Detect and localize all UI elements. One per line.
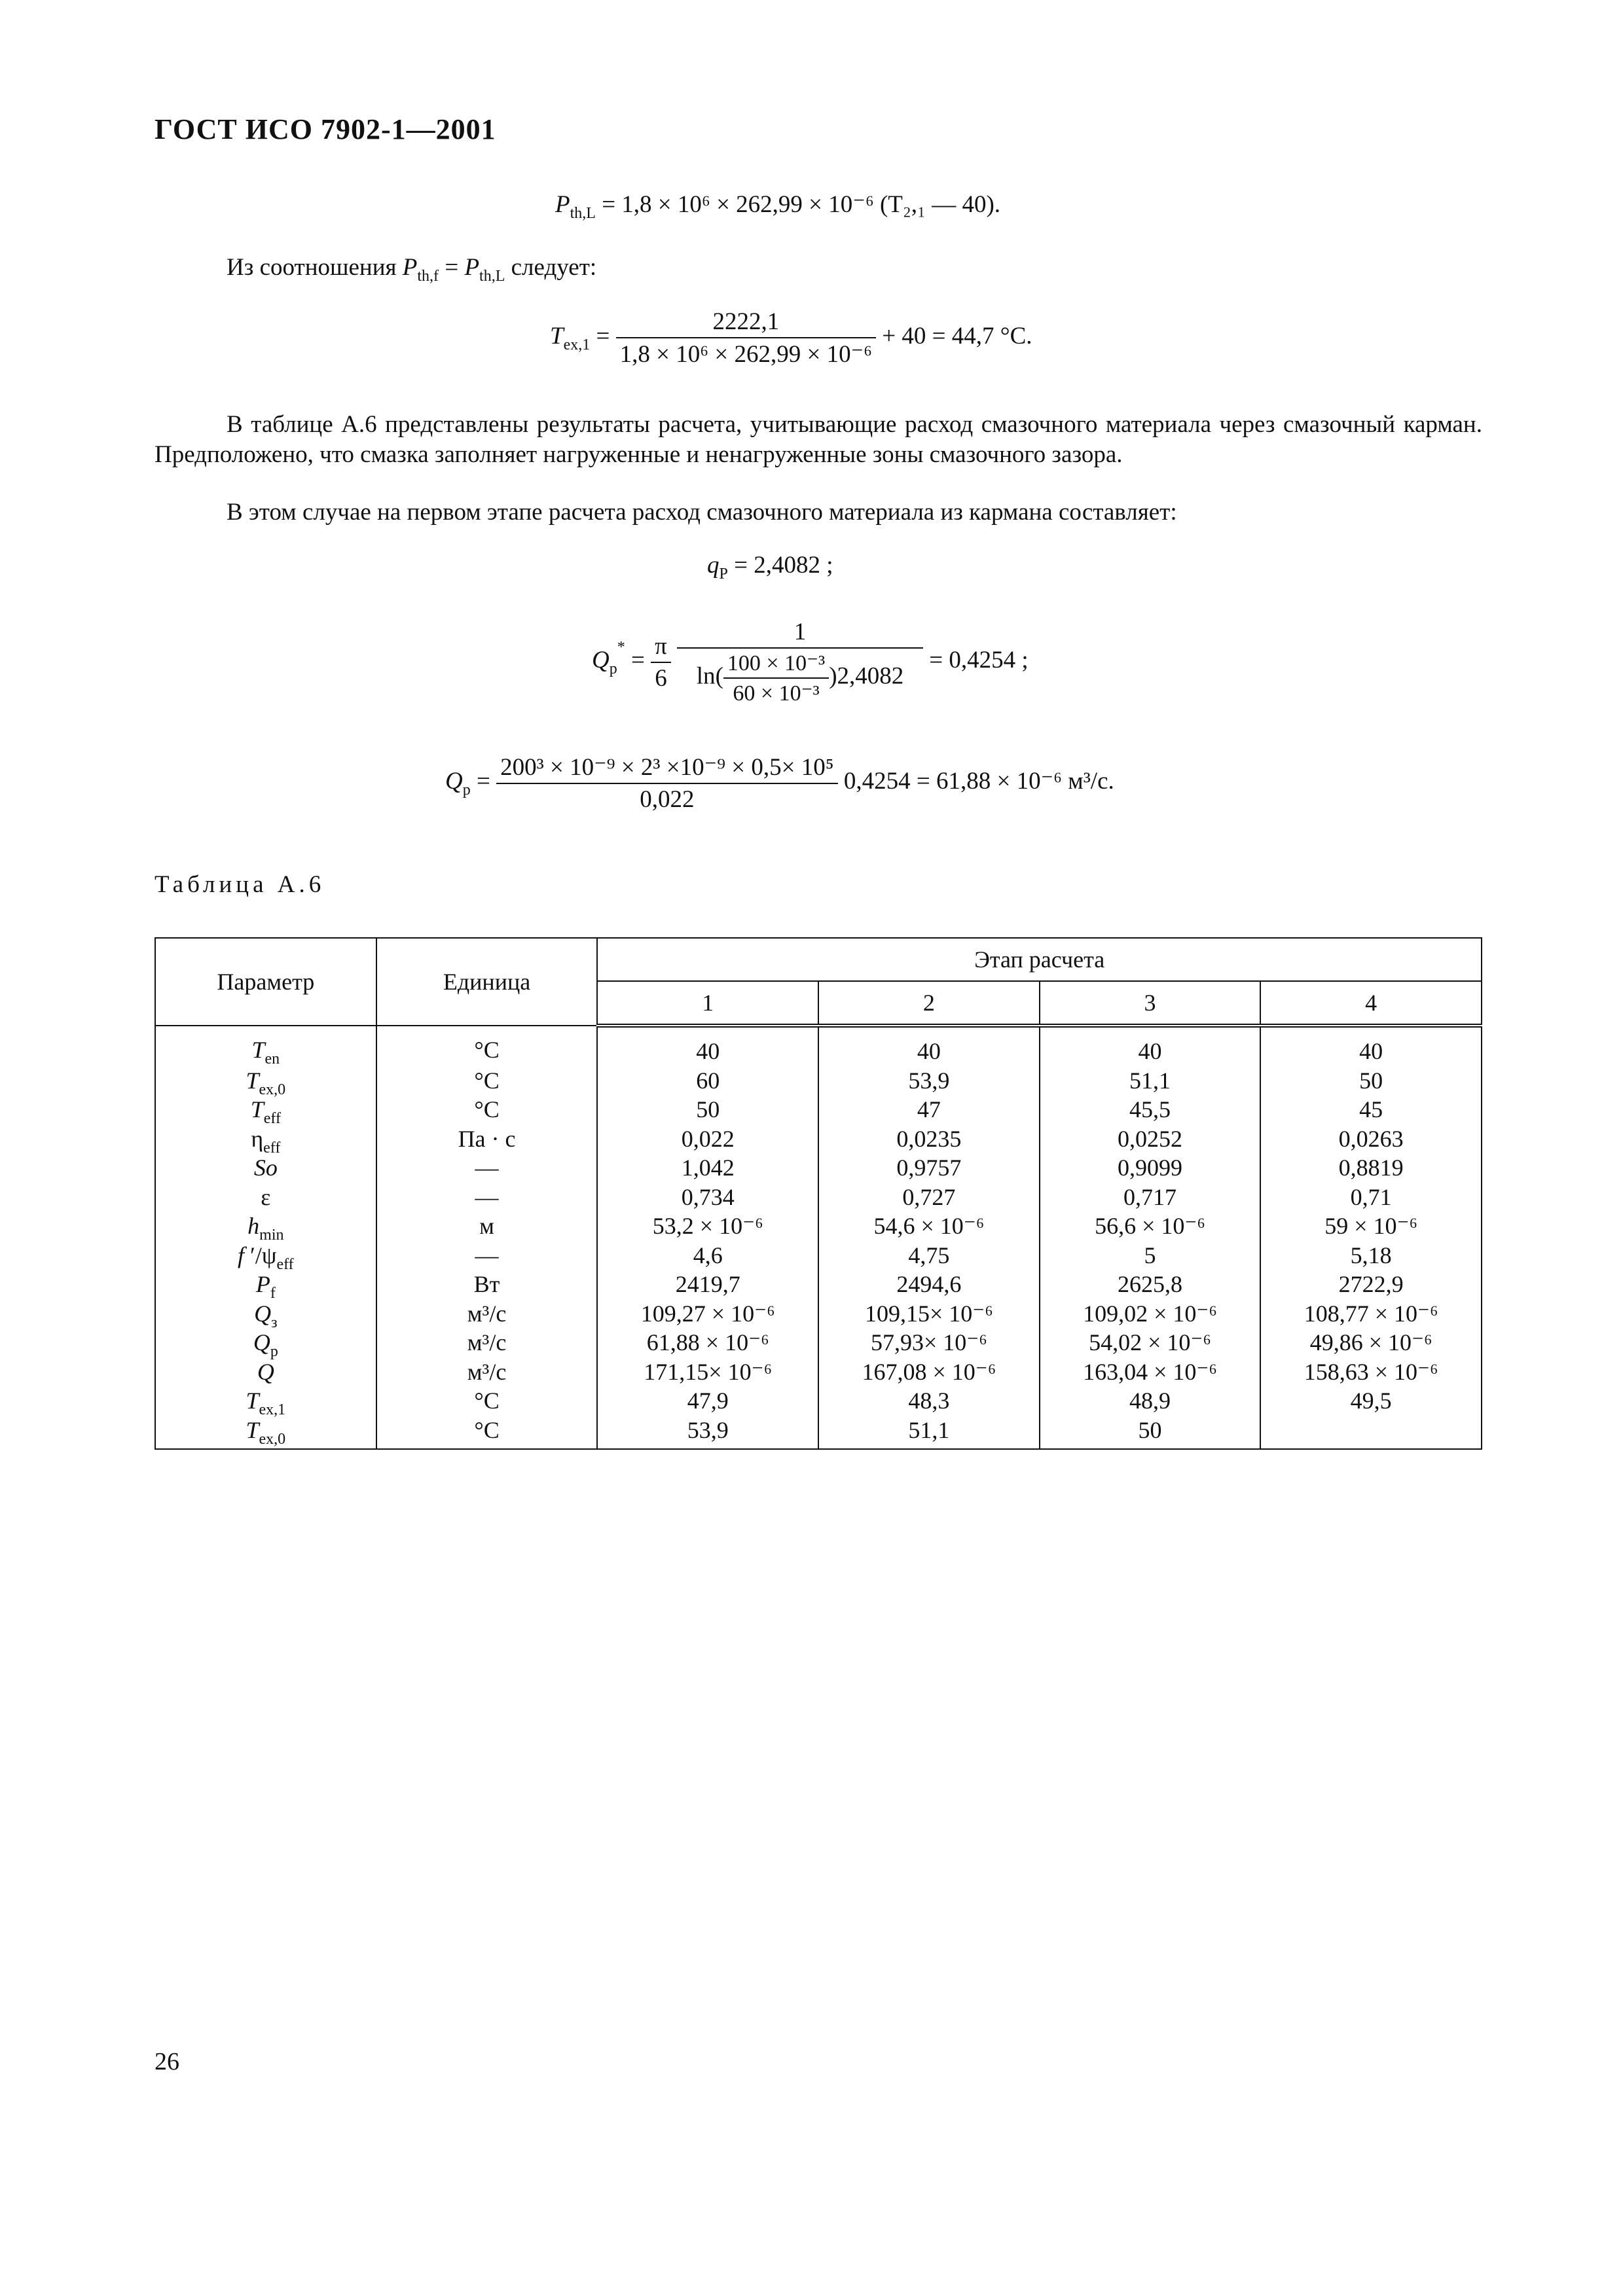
stage3-cell: 48,9: [1040, 1386, 1261, 1416]
stage4-cell: 0,8819: [1260, 1153, 1482, 1183]
param-t-ex0-next: $T_{ex,0}$: [155, 1416, 376, 1450]
ln-factor: 2,4082: [837, 662, 904, 690]
stage3-cell: 45,5: [1040, 1095, 1261, 1124]
equation-p-th-l-body: = 1,8 × 10⁶ × 262,99 × 10⁻⁶ (T₂,₁ — 40).: [602, 191, 1001, 218]
unit-cell: м³/с: [376, 1357, 598, 1387]
equation-q-p-body: = 2,4082 ;: [734, 552, 833, 579]
stage1-cell: 53,2 × 10⁻⁶: [597, 1211, 818, 1241]
stage4-cell: 5,18: [1260, 1241, 1482, 1270]
equation-q-p-tail: 0,4254 = 61,88 × 10⁻⁶ м³/с.: [843, 767, 1114, 795]
param-h-min: $h_{min}$: [155, 1211, 376, 1241]
paragraph-table-intro: В таблице А.6 представлены результаты расчета, учитывающие расход смазочного материала через смазочный карман. Предположено, что смазка заполняет нагруженные и ненагруженные зоны смазочного зазора.: [155, 411, 1482, 468]
stage2-cell: 48,3: [818, 1386, 1040, 1416]
paragraph-relation-before: Из соотношения: [227, 254, 397, 281]
stage2-cell: 4,75: [818, 1241, 1040, 1270]
stage4-cell: 59 × 10⁻⁶: [1260, 1211, 1482, 1241]
unit-cell: °С: [376, 1416, 598, 1450]
table-row: [155, 1357, 1482, 1387]
unit-cell: °С: [376, 1026, 598, 1066]
stage4-cell: 40: [1260, 1026, 1482, 1066]
column-header-parameter: Параметр: [155, 938, 376, 1026]
page-number: 26: [155, 2048, 179, 2075]
stage-4-header: 4: [1260, 981, 1482, 1026]
param-t-ex1: $T_{ex,1}$: [155, 1386, 376, 1416]
ln-inner-denominator: 60 × 10⁻³: [733, 681, 820, 706]
stage1-cell: 53,9: [597, 1416, 818, 1450]
stage3-cell: 2625,8: [1040, 1270, 1261, 1299]
stage3-cell: 54,02 × 10⁻⁶: [1040, 1328, 1261, 1357]
stage3-cell: 0,717: [1040, 1183, 1261, 1212]
stage4-cell: 158,63 × 10⁻⁶: [1260, 1357, 1482, 1387]
stage4-cell: 49,5: [1260, 1386, 1482, 1416]
stage1-cell: 4,6: [597, 1241, 818, 1270]
stage3-cell: 0,0252: [1040, 1124, 1261, 1154]
stage1-cell: 60: [597, 1066, 818, 1096]
ln-inner-numerator: 100 × 10⁻³: [723, 650, 829, 679]
stage3-cell: 50: [1040, 1416, 1261, 1450]
column-header-stage: Этап расчета: [597, 938, 1482, 981]
stage1-cell: 61,88 × 10⁻⁶: [597, 1328, 818, 1357]
stage4-cell: [1260, 1416, 1482, 1450]
equation-q-p-star-result: = 0,4254 ;: [929, 646, 1029, 673]
pi-symbol: π: [651, 632, 671, 663]
unit-cell: —: [376, 1153, 598, 1183]
unit-cell: °С: [376, 1095, 598, 1124]
param-f-psi-eff: f $'/\psi_{eff}$: [155, 1241, 376, 1270]
table-row: [155, 1026, 1482, 1066]
unit-cell: Вт: [376, 1270, 598, 1299]
param-epsilon: ε: [155, 1183, 376, 1212]
ln-inner-fraction: [723, 650, 829, 706]
unit-cell: °С: [376, 1386, 598, 1416]
table-row: [155, 1183, 1482, 1212]
stage3-cell: 109,02 × 10⁻⁶: [1040, 1299, 1261, 1329]
equation-pi-over-6: [651, 632, 671, 692]
equation-q-p-denominator: 0,022: [640, 786, 695, 813]
stage3-cell: 163,04 × 10⁻⁶: [1040, 1357, 1261, 1387]
stage4-cell: 49,86 × 10⁻⁶: [1260, 1328, 1482, 1357]
stage3-cell: 40: [1040, 1026, 1261, 1066]
table-row: [155, 1416, 1482, 1450]
numerator-one: 1: [677, 618, 923, 649]
stage2-cell: 40: [818, 1026, 1040, 1066]
param-t-en: $T_{en}$: [155, 1026, 376, 1066]
stage2-cell: 0,0235: [818, 1124, 1040, 1154]
stage2-cell: 51,1: [818, 1416, 1040, 1450]
equation-ln-fraction: [677, 618, 923, 706]
stage2-cell: 54,6 × 10⁻⁶: [818, 1211, 1040, 1241]
param-p-f: $P_f$: [155, 1270, 376, 1299]
stage3-cell: 56,6 × 10⁻⁶: [1040, 1211, 1261, 1241]
equation-q-p-numerator: 200³ × 10⁻⁹ × 2³ ×10⁻⁹ × 0,5× 10⁵: [496, 753, 838, 784]
equation-t-ex1-denominator: 1,8 × 10⁶ × 262,99 × 10⁻⁶: [619, 341, 873, 368]
table-row: [155, 1299, 1482, 1329]
unit-cell: —: [376, 1241, 598, 1270]
table-title: Таблица А.6: [155, 871, 325, 898]
unit-cell: Па · с: [376, 1124, 598, 1154]
stage1-cell: 2419,7: [597, 1270, 818, 1299]
equation-p-th-l: $P_{th,L} = 1,8 \times 10^6 \times 262,99 \times 10^{-6}$ (T₂,₁ — 40).: [555, 191, 1001, 222]
unit-cell: м³/с: [376, 1299, 598, 1329]
stage-3-header: 3: [1040, 981, 1261, 1026]
table-row: [155, 1124, 1482, 1154]
equation-t-ex1-tail: + 40 = 44,7 °С.: [882, 322, 1032, 350]
equation-q-p-fraction: [496, 753, 838, 814]
stage4-cell: 45: [1260, 1095, 1482, 1124]
paragraph-relation-after: следует:: [511, 254, 597, 281]
stage4-cell: 2722,9: [1260, 1270, 1482, 1299]
param-q: Q: [155, 1357, 376, 1387]
stage3-cell: 5: [1040, 1241, 1261, 1270]
equation-q-p-star: $Q_p^*$ = $\frac{\pi}{6}$ 1 ln( $\frac{\text{100 × 10⁻³}}{\text{60 × 10⁻³}}$ )2,4082 = 0,4254 ;: [592, 619, 1029, 706]
stage2-cell: 47: [818, 1095, 1040, 1124]
param-q-z: $Q_з$: [155, 1299, 376, 1329]
stage1-cell: 109,27 × 10⁻⁶: [597, 1299, 818, 1329]
table-header-row: [155, 938, 1482, 981]
stage2-cell: 0,9757: [818, 1153, 1040, 1183]
unit-cell: —: [376, 1183, 598, 1212]
equation-q-p-final: $Q_p$ = $\frac{\text{200³ × 10⁻⁹ × 2³ ×10⁻⁹ × 0,5× 10⁵}}{0,022}$ 0,4254 = 61,88 × 10⁻⁶ м³/с.: [445, 754, 1114, 813]
document-header: ГОСТ ИСО 7902-1—2001: [155, 113, 496, 145]
stage1-cell: 1,042: [597, 1153, 818, 1183]
stage4-cell: 50: [1260, 1066, 1482, 1096]
unit-cell: °С: [376, 1066, 598, 1096]
stage2-cell: 57,93× 10⁻⁶: [818, 1328, 1040, 1357]
table-row: [155, 1095, 1482, 1124]
stage2-cell: 167,08 × 10⁻⁶: [818, 1357, 1040, 1387]
ln-label: ln: [696, 662, 716, 690]
stage3-cell: 0,9099: [1040, 1153, 1261, 1183]
param-t-ex0: $T_{ex,0}$: [155, 1066, 376, 1096]
stage-2-header: 2: [818, 981, 1040, 1026]
stage1-cell: 0,022: [597, 1124, 818, 1154]
stage1-cell: 47,9: [597, 1386, 818, 1416]
table-row: [155, 1386, 1482, 1416]
param-t-eff: $T_{eff}$: [155, 1095, 376, 1124]
table-row: [155, 1066, 1482, 1096]
paragraph-first-stage: В этом случае на первом этапе расчета расход смазочного материала из кармана составляет:: [227, 499, 1177, 526]
param-q-p: $Q_p$: [155, 1328, 376, 1357]
table-row: [155, 1328, 1482, 1357]
stage1-cell: 40: [597, 1026, 818, 1066]
table-row: [155, 1211, 1482, 1241]
param-eta-eff: $\eta_{eff}$: [155, 1124, 376, 1154]
stage2-cell: 2494,6: [818, 1270, 1040, 1299]
table-row: [155, 1270, 1482, 1299]
table-a6: [155, 937, 1482, 1450]
equation-t-ex1-numerator: 2222,1: [616, 308, 876, 338]
paragraph-relation: Из соотношения $P_{th,f} = P_{th,L}$ следует:: [227, 254, 597, 285]
param-so: So: [155, 1153, 376, 1183]
stage1-cell: 0,734: [597, 1183, 818, 1212]
stage-1-header: 1: [597, 981, 818, 1026]
stage4-cell: 0,0263: [1260, 1124, 1482, 1154]
stage4-cell: 108,77 × 10⁻⁶: [1260, 1299, 1482, 1329]
unit-cell: м³/с: [376, 1328, 598, 1357]
table-row: [155, 1153, 1482, 1183]
ln-denominator: ln( $\frac{\text{100 × 10⁻³}}{\text{60 × 10⁻³}}$ )2,4082: [696, 651, 904, 706]
stage3-cell: 51,1: [1040, 1066, 1261, 1096]
stage2-cell: 53,9: [818, 1066, 1040, 1096]
stage1-cell: 50: [597, 1095, 818, 1124]
column-header-unit: Единица: [376, 938, 598, 1026]
equation-t-ex1: $T_{ex,1}$ = $\frac{2222,1}{\text{1,8 × 10⁶ × 262,99 × 10⁻⁶}}$ + 40 = 44,7 °С.: [550, 308, 1032, 368]
equation-t-ex1-fraction: [616, 308, 876, 368]
stage4-cell: 0,71: [1260, 1183, 1482, 1212]
unit-cell: м: [376, 1211, 598, 1241]
table-row: [155, 1241, 1482, 1270]
stage2-cell: 109,15× 10⁻⁶: [818, 1299, 1040, 1329]
stage1-cell: 171,15× 10⁻⁶: [597, 1357, 818, 1387]
six: 6: [655, 664, 667, 692]
stage2-cell: 0,727: [818, 1183, 1040, 1212]
equation-q-p: $q_P = 2,4082$ ;: [707, 552, 833, 583]
